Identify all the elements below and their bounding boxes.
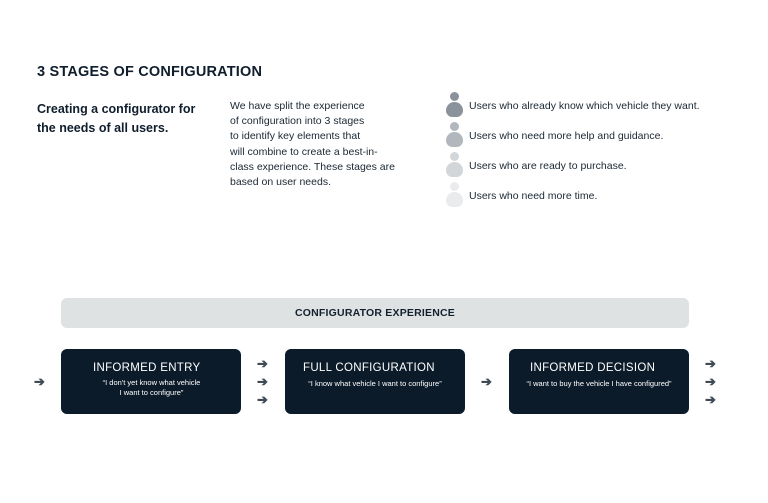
arrow-right-icon: ➔ bbox=[481, 374, 492, 389]
stage-informed-decision bbox=[509, 349, 689, 414]
stage-quote-line: “I know what vehicle I want to configure” bbox=[308, 379, 442, 388]
stage-quote bbox=[285, 379, 465, 389]
stage-quote-line: I want to configure” bbox=[119, 387, 184, 397]
user-icon-head bbox=[450, 152, 459, 161]
arrow-right-icon: ➔ bbox=[705, 374, 716, 389]
description bbox=[230, 99, 415, 190]
description-line: will combine to create a best-in- bbox=[230, 145, 378, 158]
user-icon bbox=[445, 182, 463, 210]
page-title: 3 STAGES OF CONFIGURATION bbox=[37, 64, 263, 80]
user-type-row bbox=[445, 122, 745, 150]
description-line: class experience. These stages are bbox=[230, 160, 395, 173]
user-icon-body bbox=[446, 132, 463, 147]
stage-quote bbox=[61, 378, 241, 397]
user-type-label: Users who already know which vehicle they want. bbox=[469, 100, 700, 112]
subtitle-line: the needs of all users. bbox=[37, 121, 169, 135]
arrow-right-icon: ➔ bbox=[257, 392, 268, 407]
description-line: based on user needs. bbox=[230, 176, 331, 189]
arrow-right-icon: ➔ bbox=[257, 356, 268, 371]
arrow-right-icon: ➔ bbox=[705, 392, 716, 407]
user-type-row bbox=[445, 152, 745, 180]
user-type-label: Users who are ready to purchase. bbox=[469, 160, 627, 172]
user-type-label: Users who need more time. bbox=[469, 190, 598, 202]
user-icon-body bbox=[446, 102, 463, 117]
subtitle-line: Creating a configurator for bbox=[37, 102, 196, 116]
description-line: We have split the experience bbox=[230, 100, 365, 112]
description-line: of configuration into 3 stages bbox=[230, 115, 365, 128]
stage-quote-line: “I don't yet know what vehicle bbox=[102, 378, 201, 387]
user-type-row bbox=[445, 92, 745, 120]
page-subtitle bbox=[37, 100, 207, 138]
user-icon-head bbox=[450, 122, 459, 131]
configurator-experience-banner bbox=[61, 298, 689, 328]
arrow-right-icon: ➔ bbox=[34, 374, 45, 389]
stage-quote-line: “I want to buy the vehicle I have configured” bbox=[526, 379, 672, 388]
user-icon-head bbox=[450, 92, 459, 101]
user-icon bbox=[445, 152, 463, 180]
arrow-right-icon: ➔ bbox=[257, 374, 268, 389]
description-line: to identify key elements that bbox=[230, 130, 361, 143]
banner-label: CONFIGURATOR EXPERIENCE bbox=[295, 307, 455, 319]
arrow-right-icon: ➔ bbox=[705, 356, 716, 371]
user-icon-body bbox=[446, 162, 463, 177]
user-icon bbox=[445, 92, 463, 120]
user-icon bbox=[445, 122, 463, 150]
user-type-row bbox=[445, 182, 745, 210]
stage-title: FULL CONFIGURATION bbox=[303, 362, 435, 374]
user-type-label: Users who need more help and guidance. bbox=[469, 130, 664, 142]
stage-informed-entry bbox=[61, 349, 241, 414]
stage-full-configuration bbox=[285, 349, 465, 414]
user-icon-head bbox=[450, 182, 459, 191]
stage-title: INFORMED DECISION bbox=[530, 362, 656, 374]
user-icon-body bbox=[446, 192, 463, 207]
stage-title: INFORMED ENTRY bbox=[93, 362, 201, 374]
stage-quote bbox=[509, 379, 689, 389]
